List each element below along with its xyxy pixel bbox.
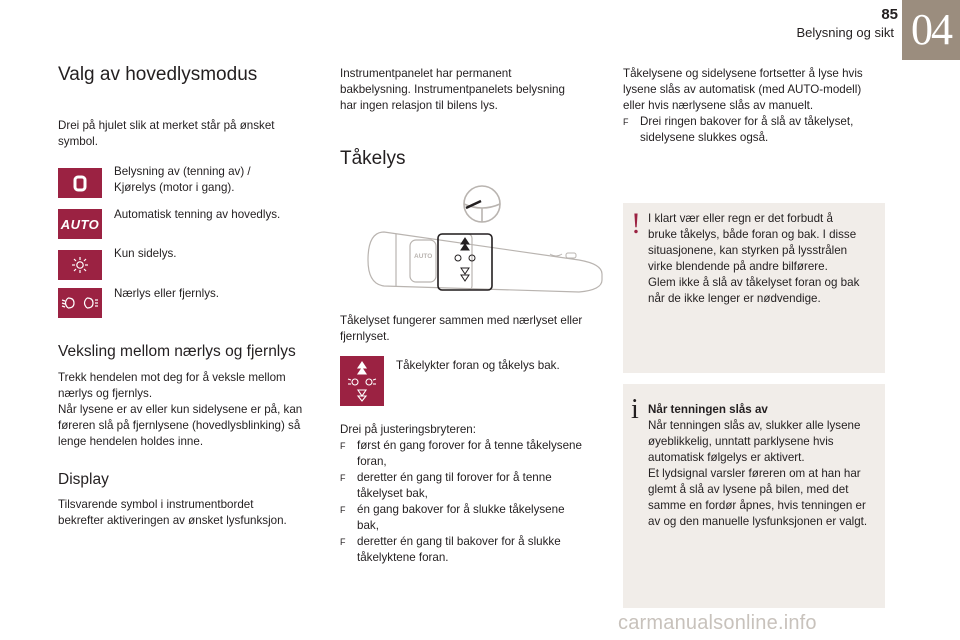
instrument-panel-line-3: har ingen relasjon til bilens lys. xyxy=(340,99,498,112)
section-title-main-light-mode: Valg av hovedlysmodus xyxy=(58,64,258,85)
symbol-label-auto: Automatisk tenning av hovedlys. xyxy=(114,208,281,221)
display-line-2: bekrefter aktiveringen av ønsket lysfunksjon. xyxy=(58,514,287,527)
bullet-2: F deretter én gang til forover for å tenne tåkelyset bak, xyxy=(340,471,552,500)
bullet-4: F deretter én gang til bakover for å slukke tåkelyktene foran. xyxy=(340,535,561,564)
bullet-1: F først én gang forover for å tenne tåkelysene foran, xyxy=(340,439,582,468)
display-line-1: Tilsvarende symbol i instrumentbordet xyxy=(58,498,254,511)
bullet-mark: F xyxy=(340,473,346,483)
steering-wheel-icon xyxy=(464,186,500,222)
section-title-display: Display xyxy=(58,471,109,488)
info-line-7: av og den manuelle lysfunksjonen er valgt. xyxy=(648,515,868,528)
sidelights-icon xyxy=(58,250,102,280)
warning-line-5: Glem ikke å slå av tåkelyset foran og bak xyxy=(648,276,860,289)
warning-line-3: situasjonene, kan styrken på lysstrålen xyxy=(648,244,848,257)
warning-icon: ! xyxy=(631,207,641,240)
symbol-label-off-1: Belysning av (tenning av) / xyxy=(114,165,251,178)
fog-symbol-label: Tåkelykter foran og tåkelys bak. xyxy=(396,359,560,372)
lighting-stalk-illustration xyxy=(354,182,616,304)
front-rear-fog-icon xyxy=(340,356,384,406)
switching-line-1: Trekk hendelen mot deg for å veksle mellom xyxy=(58,371,286,384)
warning-line-1: I klart vær eller regn er det forbudt å xyxy=(648,212,833,225)
info-line-5: glemt å slå av lysene på bilen, med det xyxy=(648,483,849,496)
switching-line-4: føreren slå på fjernlysene (hovedlysblinking) så xyxy=(58,419,301,432)
symbol-label-dipped-main: Nærlys eller fjernlys. xyxy=(114,287,220,300)
fog-note-line-3: eller hvis nærlysene slås av manuelt. xyxy=(623,99,814,112)
fog-note-line-1: Tåkelysene og sidelysene fortsetter å lyse hvis xyxy=(623,67,863,80)
instrument-panel-line-1: Instrumentpanelet har permanent xyxy=(340,67,512,80)
chapter-number-tab: 04 xyxy=(902,0,960,60)
section-title-switching: Veksling mellom nærlys og fjernlys xyxy=(58,343,296,360)
page-number: 85 xyxy=(881,6,898,23)
info-line-1: Når tenningen slås av, slukker alle lysene xyxy=(648,419,861,432)
bullet-mark: F xyxy=(623,117,629,127)
switching-line-5: lenge hendelen holdes inne. xyxy=(58,435,204,448)
bullet-mark: F xyxy=(340,441,346,451)
auto-lights-icon: AUTO xyxy=(58,209,102,239)
info-title: Når tenningen slås av xyxy=(648,403,768,416)
info-line-2: øyeblikkelig, unntatt parklysene hvis xyxy=(648,435,834,448)
switching-line-2: nærlys og fjernlys. xyxy=(58,387,153,400)
bullet-3: F én gang bakover for å slukke tåkelysene bak, xyxy=(340,503,565,532)
chapter-title: Belysning og sikt xyxy=(796,25,894,40)
info-line-4: Et lydsignal varsler føreren om at han har xyxy=(648,467,861,480)
warning-box xyxy=(623,203,885,373)
fog-note-line-2: lysene slås av automatisk (med AUTO-modell) xyxy=(623,83,862,96)
light-mode-intro: Drei på hjulet slik at merket står på ønsket symbol. xyxy=(58,119,275,148)
switching-line-3: Når lysene er av eller kun sidelysene er på, kan xyxy=(58,403,303,416)
warning-line-2: bruke tåkelys, både foran og bak. I disse xyxy=(648,228,857,241)
info-icon: i xyxy=(631,394,639,425)
warning-line-4: virke blendende på andre bilførere. xyxy=(648,260,828,273)
light-off-0-icon xyxy=(58,168,102,198)
symbol-label-off-2: Kjørelys (motor i gang). xyxy=(114,181,235,194)
bullet-mark: F xyxy=(340,537,346,547)
bullet-mark: F xyxy=(340,505,346,515)
fog-intro-line-2: fjernlyset. xyxy=(340,330,390,343)
footer-watermark[interactable]: carmanualsonline.info xyxy=(618,612,817,634)
section-title-fog-lights: Tåkelys xyxy=(340,148,406,169)
info-line-6: samme en fordør åpnes, hvis tenningen er xyxy=(648,499,866,512)
bullet-ring-off: F Drei ringen bakover for å slå av tåkelyset, sidelysene slukkes også. xyxy=(623,115,854,144)
fog-intro-line-1: Tåkelyset fungerer sammen med nærlyset eller xyxy=(340,314,583,327)
stalk-body xyxy=(368,232,602,292)
dipped-main-beam-icon xyxy=(58,288,102,318)
info-box xyxy=(623,384,885,608)
warning-line-6: når de ikke lenger er nødvendige. xyxy=(648,292,821,305)
instrument-panel-line-2: bakbelysning. Instrumentpanelets belysning xyxy=(340,83,565,96)
symbol-label-sidelights: Kun sidelys. xyxy=(114,247,177,260)
adjust-intro: Drei på justeringsbryteren: xyxy=(340,423,476,436)
stalk-auto-label: AUTO xyxy=(414,253,433,260)
info-line-3: automatisk følgelys er aktivert. xyxy=(648,451,805,464)
fog-ring-icon xyxy=(438,234,492,290)
